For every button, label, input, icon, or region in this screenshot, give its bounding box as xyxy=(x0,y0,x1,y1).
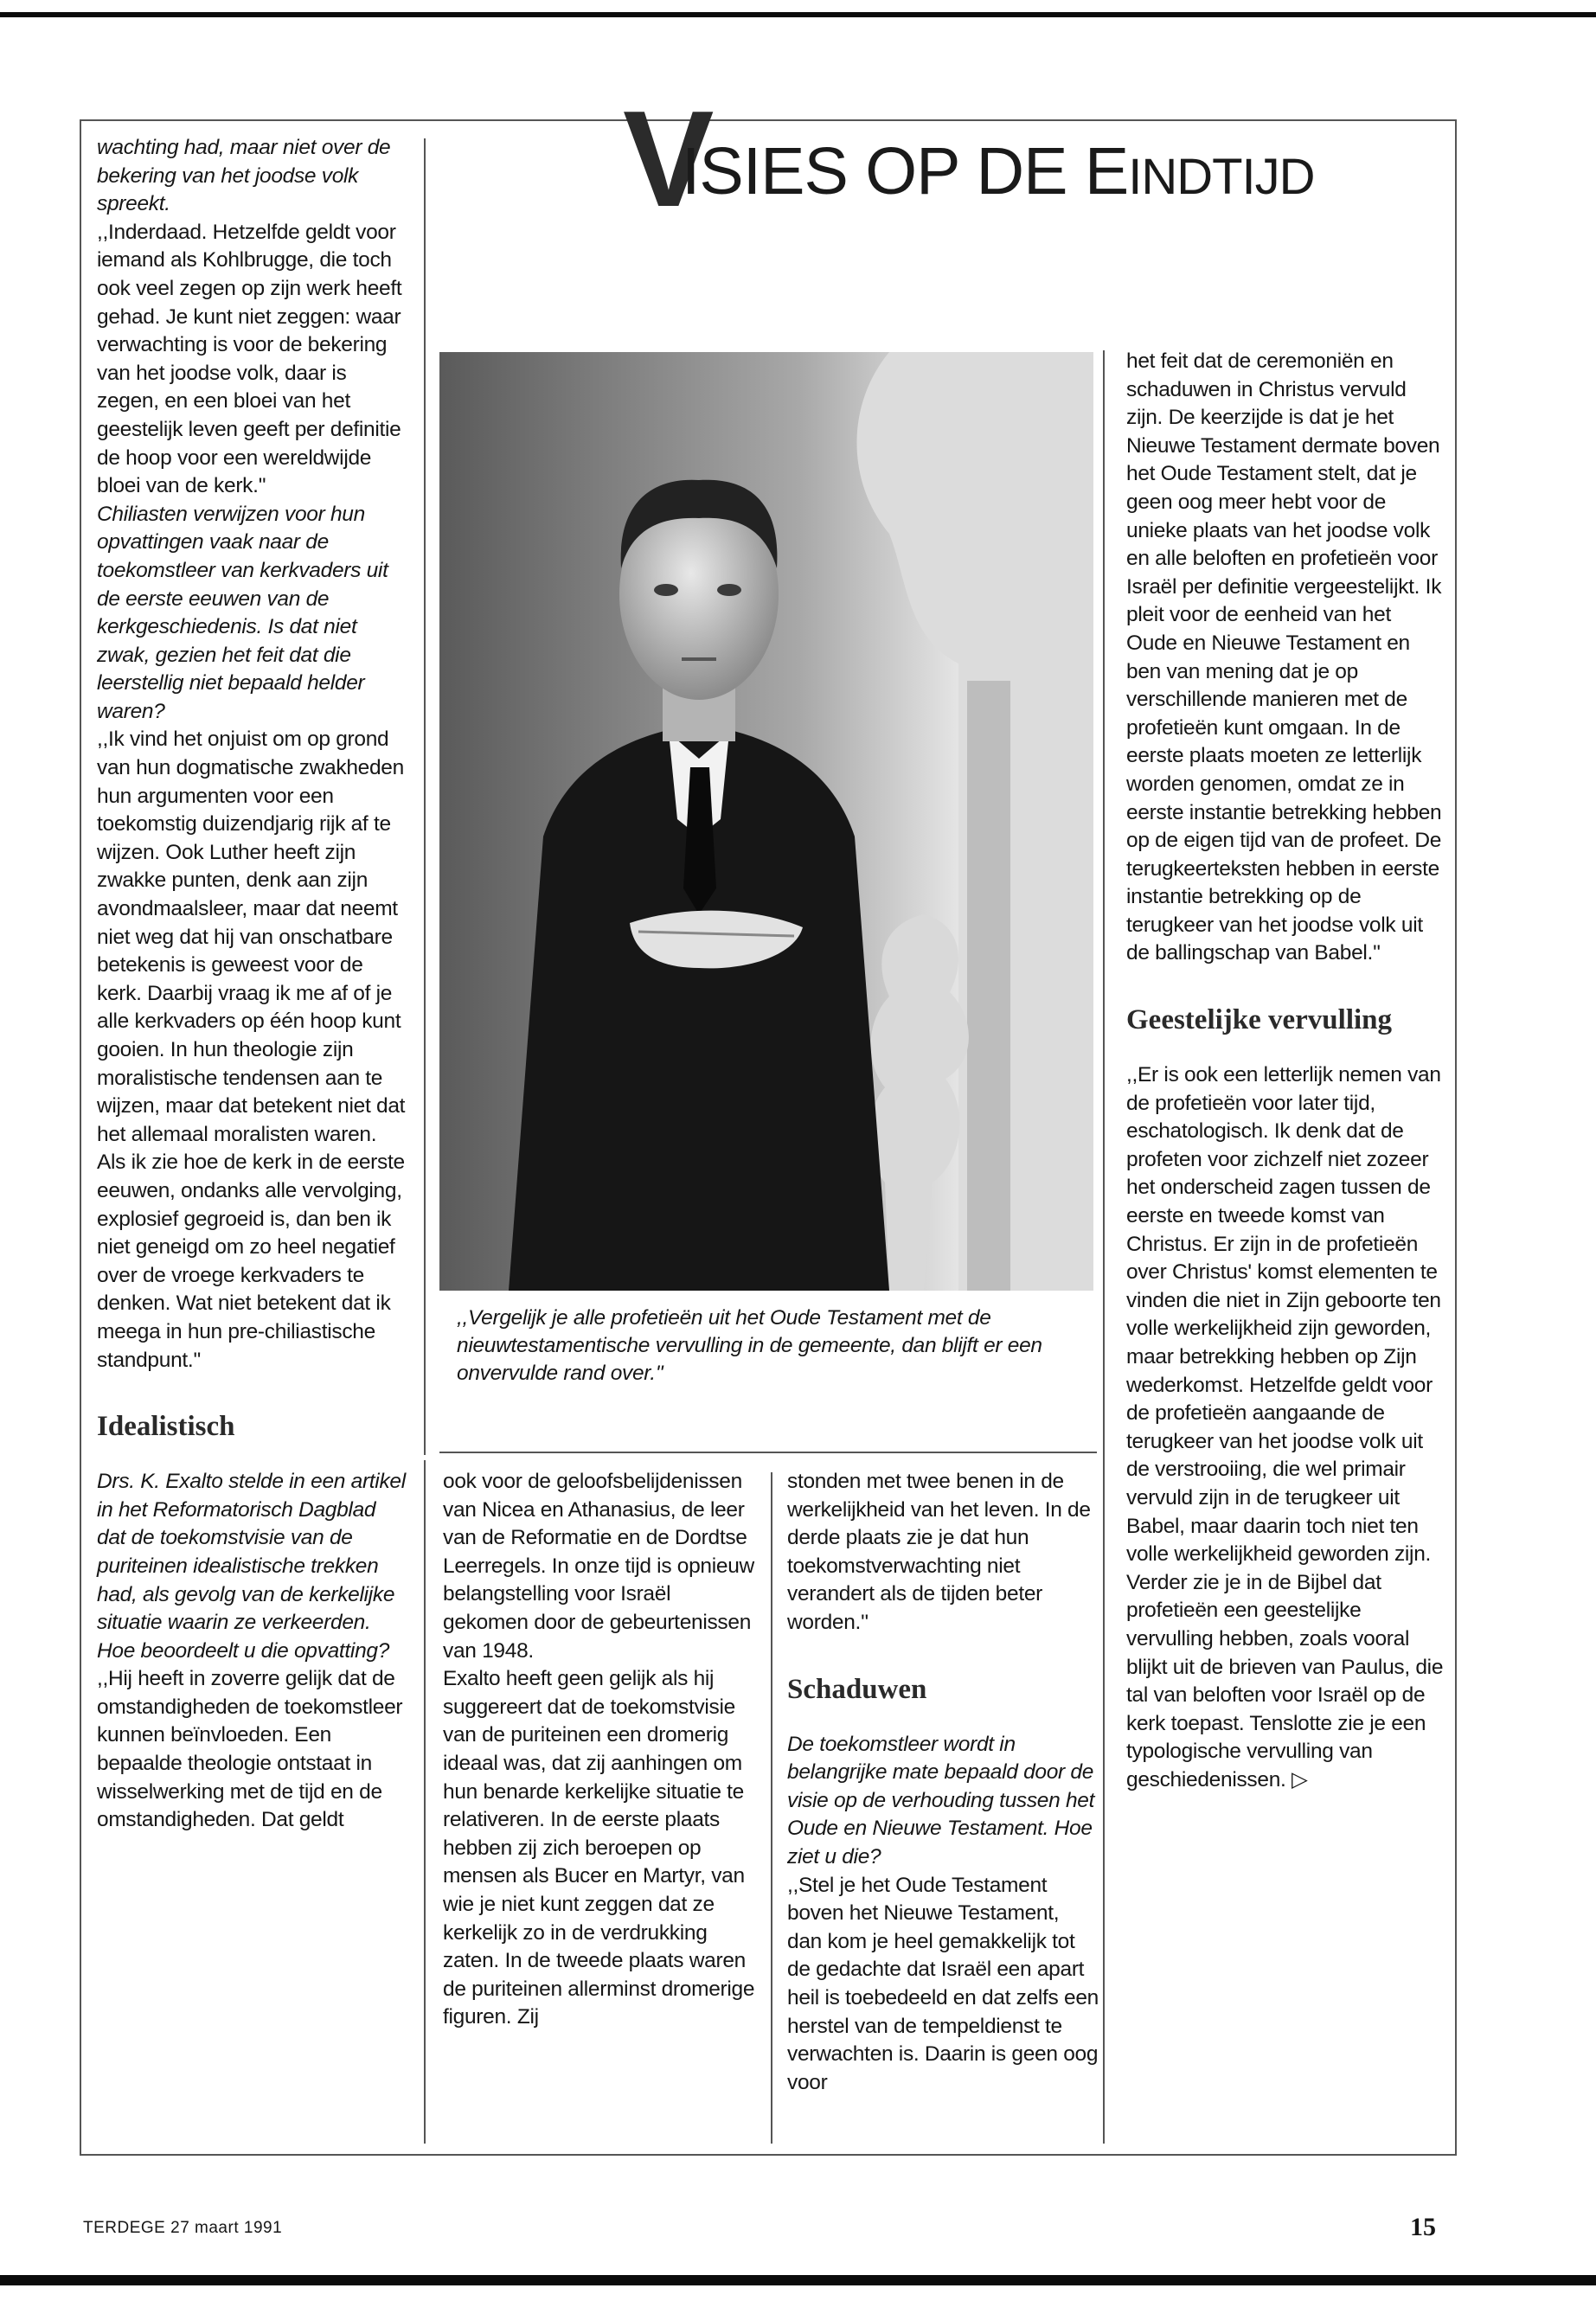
photo-caption: ,,Vergelijk je alle profetieën uit het Oude Testament met de nieuwtestamentische vervulling in de gemeente, dan blijft er een onvervulde rand over.'' xyxy=(457,1306,1042,1385)
section-heading: Schaduwen xyxy=(787,1673,927,1705)
question: Drs. K. Exalto stelde in een artikel in het Reformatorisch Dagblad dat de toekomstvisie van de puriteinen idealistische trekken had, als gevolg van de kerkelijke situatie waarin ze verkeerden. Hoe beoordeelt u die opvatting? xyxy=(97,1470,406,1663)
column-1 xyxy=(97,134,408,1835)
article-title xyxy=(623,83,1453,242)
title-initial: V xyxy=(623,83,715,235)
paragraph: het feit dat de ceremoniën en schaduwen in Christus vervuld zijn. De keerzijde is dat je het Nieuwe Testament dermate boven het Oude Testament stelt, dat je geen oog meer hebt voor de unieke plaats van het joodse volk en alle beloften en profetieën voor Israël per definitie vergeestelijkt. Ik pleit voor de eenheid van het Oude en Nieuwe Testament en ben van mening dat je op verschillende manieren met de profetieën kunt omgaan. In de eerste plaats moeten ze letterlijk worden genomen, omdat ze in eerste instantie betrekking hebben op de eigen tijd van de profeet. De terugkeerteksten hebben in eerste instantie betrekking op de terugkeer van het joodse volk uit de ballingschap van Babel.'' xyxy=(1126,349,1442,965)
title-main: ISIES OP DE E xyxy=(682,134,1129,208)
column-2 xyxy=(443,1468,761,2032)
column-3 xyxy=(787,1468,1099,2097)
answer: ,,Hij heeft in zoverre gelijk dat de omstandigheden de toekomstleer kunnen beïnvloeden. Een bepaalde theologie ontstaat in wisselwerking met de tijd en de omstandigheden. Dat geldt xyxy=(97,1667,403,1832)
column-rule-3 xyxy=(1103,350,1105,2144)
column-rule-1b xyxy=(424,1460,426,2144)
question: wachting had, maar niet over de bekering van het joodse volk spreekt. xyxy=(97,136,391,216)
paragraph: stonden met twee benen in de werkelijkheid van het leven. In de derde plaats zie je dat hun toekomstverwachting niet verandert als de tijden beter worden.'' xyxy=(787,1470,1091,1634)
paragraph: Exalto heeft geen gelijk als hij suggereert dat de toekomstvisie van de puriteinen een dromerig ideaal was, dat zij aanhingen om hun benarde kerkelijke situatie te relativeren. In de eerste plaats hebben zij zich beroepen op mensen als Bucer en Martyr, van wie je niet kunt zeggen dat ze kerkelijk zo in de verdrukking zaten. In de tweede plaats waren de puriteinen allerminst dromerige figuren. Zij xyxy=(443,1667,755,2029)
portrait-illustration xyxy=(439,352,1093,1291)
column-4 xyxy=(1126,348,1446,1795)
column-rule-2 xyxy=(771,1472,772,2144)
question: Chiliasten verwijzen voor hun opvattingen vaak naar de toekomstleer van kerkvaders uit de eerste eeuwen van de kerkgeschiedenis. Is dat niet zwak, gezien het feit dat die leerstellig niet bepaald helder waren? xyxy=(97,502,388,723)
paragraph: ,,Er is ook een letterlijk nemen van de profetieën voor later tijd, eschatologisch. Ik denk dat de profeten voor zichzelf niet zozeer het onderscheid zagen tussen de eerste en tweede komst van Christus. Er zijn in de profetieën over Christus' komst elementen te vinden die niet in Zijn geboorte ten volle werkelijkheid zijn geworden, maar betrekking hebben op Zijn wederkomst. Hetzelfde geldt voor de profetieën aangaande de terugkeer van het joodse volk uit de verstrooiing, die wel primair vervuld zijn in de terugkeer uit Babel, maar daarin toch niet ten volle werkelijkheid geworden zijn. xyxy=(1126,1063,1441,1567)
issue-info: TERDEGE 27 maart 1991 xyxy=(83,2219,283,2237)
page-number: 15 xyxy=(1410,2213,1436,2241)
title-text xyxy=(682,132,1315,216)
question: De toekomstleer wordt in belangrijke mate bepaald door de visie op de verhouding tussen het Oude en Nieuwe Testament. Hoe ziet u die? xyxy=(787,1732,1095,1868)
answer: ,,Stel je het Oude Testament boven het Nieuwe Testament, dan kom je heel gemakkelijk tot de gedachte dat Israël een apart heil is toebedeeld en dat zelfs een herstel van de tempeldienst te verwachten is. Daarin is geen oog voor xyxy=(787,1873,1099,2094)
title-smallcaps: INDTIJD xyxy=(1128,149,1315,205)
answer: ,,Ik vind het onjuist om op grond van hun dogmatische zwakheden hun argumenten voor een toekomstig duizendjarig rijk af te wijzen. Ook Luther heeft zijn zwakke punten, denk aan zijn avondmaalsleer, maar dat neemt niet weg dat hij van onschatbare betekenis is geweest voor de kerk. Daarbij vraag ik me af of je alle kerkvaders op één hoop kunt gooien. In hun theologie zijn moralistische tendensen aan te wijzen, maar dat betekent niet dat het allemaal moralisten waren. Als ik zie hoe de kerk in de eerste eeuwen, ondanks alle vervolging, explosief gegroeid is, dan ben ik niet geneigd om zo heel negatief over de vroege kerkvaders te denken. Wat niet betekent dat ik meega in hun pre-chiliastische standpunt.'' xyxy=(97,727,406,1372)
paragraph: Verder zie je in de Bijbel dat profetieën een geestelijke vervulling hebben, zoals vooral blijkt uit de brieven van Paulus, die tal van beloften voor Israël op de kerk toepast. Tenslotte zie je een typologische vervulling van geschiedenissen. ▷ xyxy=(1126,1570,1444,1791)
column-rule-1 xyxy=(424,138,426,1455)
portrait-photo xyxy=(439,352,1093,1291)
section-heading: Geestelijke vervulling xyxy=(1126,1004,1393,1036)
paragraph: ook voor de geloofsbelijdenissen van Nicea en Athanasius, de leer van de Reformatie en de Dordtse Leerregels. In onze tijd is opnieuw belangstelling voor Israël gekomen door de gebeurtenissen van 1948. xyxy=(443,1470,754,1663)
top-rule xyxy=(0,12,1596,17)
caption-rule xyxy=(439,1452,1097,1453)
answer: ,,Inderdaad. Hetzelfde geldt voor iemand als Kohlbrugge, die toch ook veel zegen op zijn werk heeft gehad. Je kunt niet zeggen: waar verwachting is voor de bekering van het joodse volk, daar is zegen, en een bloei van het geestelijk leven geeft per definitie de hoop voor een wereldwijde bloei van de kerk.'' xyxy=(97,220,402,498)
bottom-rule xyxy=(0,2275,1596,2285)
section-heading: Idealistisch xyxy=(97,1411,235,1443)
